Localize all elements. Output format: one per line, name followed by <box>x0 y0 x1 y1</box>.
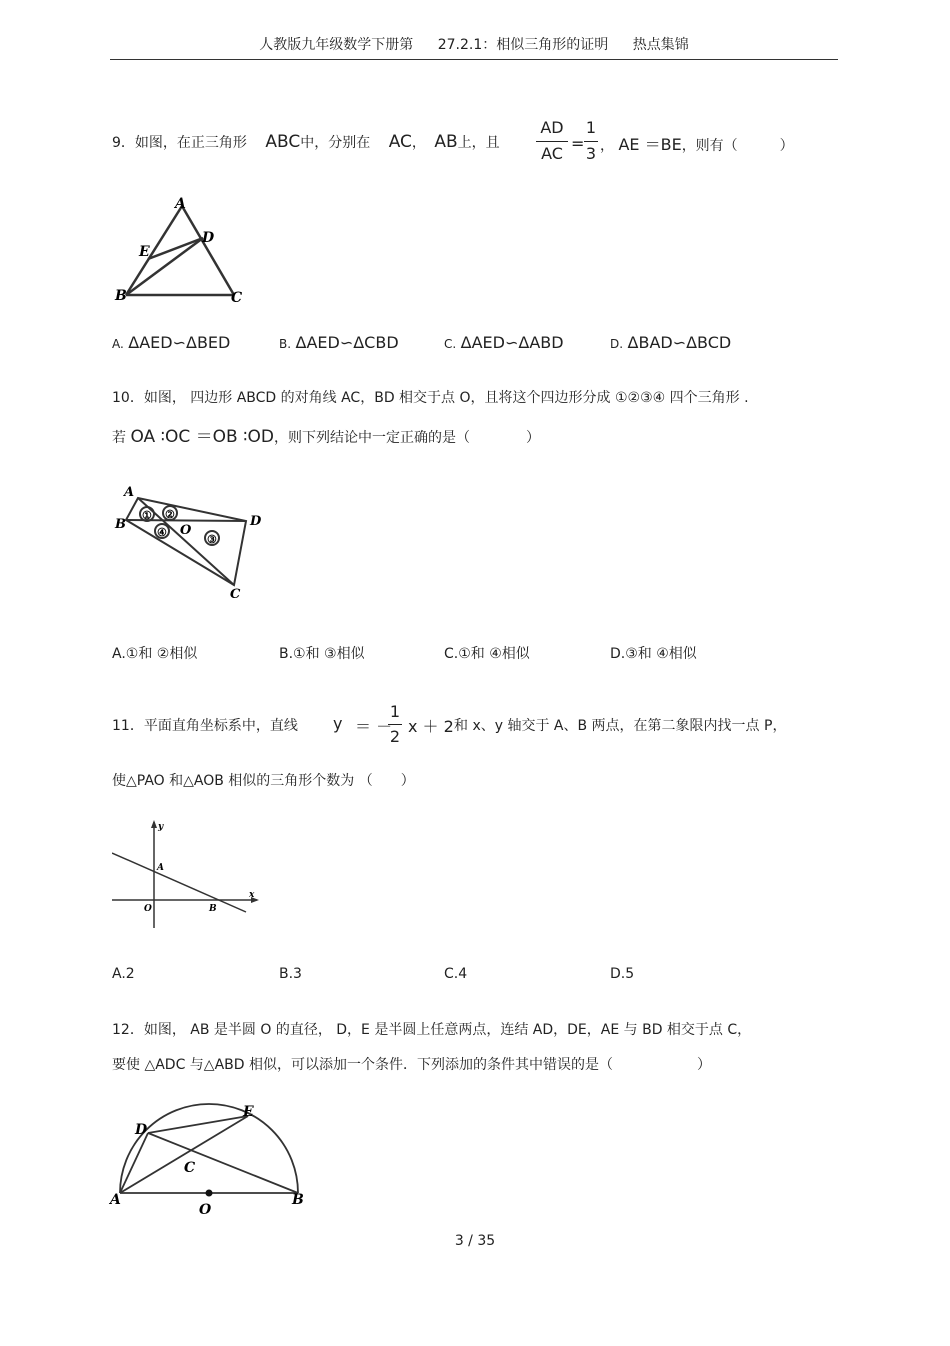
q9-label-b: B <box>115 288 127 304</box>
q9-segment-bd <box>126 238 203 295</box>
q11-fraction-half <box>388 702 402 748</box>
q9-text-2: 中，分别在 <box>300 135 371 151</box>
q10-option-d[interactable]: D.③和 ④相似 <box>610 646 697 662</box>
q10-label-a: A <box>124 485 135 500</box>
q11-option-c[interactable]: C.4 <box>444 966 468 982</box>
q11-label-o: O <box>144 904 152 914</box>
q9-option-a[interactable] <box>112 333 230 352</box>
q9-frac1-den: AC <box>541 144 563 163</box>
header-book: 人教版九年级数学下册第 <box>259 37 414 53</box>
q11-text-2: 和 x、y 轴交于 A、B 两点，在第二象限内找一点 P， <box>454 718 787 734</box>
q9-side-ac <box>182 206 234 295</box>
q11-equals-minus: ＝ － <box>355 717 393 736</box>
q9-text-4: ， <box>600 138 614 154</box>
q10-label-region-3: ③ <box>207 533 217 546</box>
fraction-bar <box>388 724 402 725</box>
q12-label-d: D <box>135 1122 148 1138</box>
q9-fraction-one-third <box>584 118 598 166</box>
q11-option-d[interactable]: D.5 <box>610 966 635 982</box>
q11-label-y: y <box>158 822 164 832</box>
q12-figure <box>108 1098 318 1223</box>
q11-label-b: B <box>209 904 217 914</box>
q10-stem-line1: 10．如图， 四边形 ABCD 的对角线 AC，BD 相交于点 O，且将这个四边形分成 ①②③④ 四个三角形 . <box>112 390 749 406</box>
header-section: 27.2.1：相似三角形的证明 <box>437 37 609 53</box>
q11-option-b[interactable]: B.3 <box>279 966 302 982</box>
q9-ab: AB <box>434 132 458 152</box>
q12-stem-line2: 要使 △ADC 与△ABD 相似，可以添加一个条件．下列添加的条件其中错误的是（ ） <box>112 1057 711 1073</box>
q11-line <box>112 853 246 912</box>
q9-option-d-key: D. <box>610 337 624 351</box>
q12-label-o: O <box>199 1202 212 1218</box>
q10-ratio: OA ∶OC ＝OB ∶OD <box>130 427 274 447</box>
header-tag: 热点集锦 <box>632 37 689 53</box>
q11-option-a[interactable]: A.2 <box>112 966 135 982</box>
q9-figure <box>112 192 252 312</box>
q9-option-c[interactable] <box>444 333 564 352</box>
q9-frac2-num: 1 <box>585 118 597 137</box>
q11-stem-line2: 使△PAO 和△AOB 相似的三角形个数为 （ ） <box>112 773 415 789</box>
q9-fraction-ad-ac <box>536 118 568 166</box>
q9-option-a-key: A. <box>112 337 124 351</box>
q9-ac: AC <box>388 132 412 152</box>
q9-frac1-num: AD <box>540 118 564 137</box>
q9-option-d-text: ΔBAD∽ΔBCD <box>627 333 732 352</box>
q10-text-rest: ，则下列结论中一定正确的是（ ） <box>274 430 540 446</box>
q9-label-e: E <box>139 244 150 260</box>
q9-option-b[interactable] <box>279 333 399 352</box>
q10-text-if: 若 <box>112 430 126 446</box>
q10-stem-line2 <box>112 422 540 447</box>
q9-option-a-text: ΔAED∽ΔBED <box>128 333 231 352</box>
q9-ae-be: AE ＝BE <box>618 135 682 154</box>
q12-label-b: B <box>292 1192 304 1208</box>
q11-y: y <box>333 714 343 733</box>
q10-label-c: C <box>230 587 241 602</box>
q9-label-a: A <box>175 196 186 212</box>
q9-option-c-key: C. <box>444 337 457 351</box>
q9-stem <box>112 132 500 152</box>
q9-text-5: ，则有（ ） <box>681 138 794 154</box>
q9-label-d: D <box>202 230 215 246</box>
q12-label-c: C <box>184 1160 196 1176</box>
q12-center-point <box>206 1190 213 1197</box>
q10-label-d: D <box>250 514 262 529</box>
q10-label-b: B <box>115 517 126 532</box>
q9-abc: ABC <box>265 132 301 152</box>
q10-label-o: O <box>180 523 192 538</box>
q9-option-b-key: B. <box>279 337 292 351</box>
q11-y-arrow <box>151 820 157 828</box>
q10-option-b[interactable]: B.①和 ③相似 <box>279 646 365 662</box>
q9-equals: = <box>571 134 585 153</box>
page-header <box>110 34 838 54</box>
q9-text-1: 9．如图，在正三角形 <box>112 135 247 151</box>
q9-text-3: 上，且 <box>457 135 500 151</box>
q9-stem-tail <box>600 132 794 155</box>
fraction-bar <box>584 141 598 142</box>
page-number: 3 / 35 <box>454 1233 496 1249</box>
fraction-bar <box>536 141 568 142</box>
q11-label-x: x <box>249 890 255 900</box>
q11-figure <box>112 818 262 933</box>
q9-comma: ， <box>411 135 426 151</box>
q12-label-e: E <box>243 1104 254 1120</box>
q10-label-region-2: ② <box>165 508 175 521</box>
q12-semicircle <box>120 1104 298 1193</box>
q10-figure <box>112 480 272 605</box>
q9-option-c-text: ΔAED∽ΔABD <box>460 333 564 352</box>
q12-stem-line1: 12．如图， AB 是半圆 O 的直径， D，E 是半圆上任意两点，连结 AD，DE，AE 与 BD 相交于点 C， <box>112 1022 752 1038</box>
q9-frac2-den: 3 <box>585 144 597 163</box>
q11-x-plus-2: x ＋ 2 <box>408 717 454 736</box>
q11-frac-den: 2 <box>389 727 401 746</box>
header-rule <box>110 59 838 60</box>
q10-label-region-4: ④ <box>157 526 167 539</box>
q12-label-a: A <box>110 1192 121 1208</box>
q9-option-d[interactable] <box>610 333 731 352</box>
q11-frac-num: 1 <box>389 702 401 721</box>
q10-label-region-1: ① <box>142 509 152 522</box>
q11-text-1: 11．平面直角坐标系中，直线 <box>112 718 298 734</box>
q9-label-c: C <box>231 290 243 306</box>
q10-option-a[interactable]: A.①和 ②相似 <box>112 646 198 662</box>
q9-option-b-text: ΔAED∽ΔCBD <box>295 333 399 352</box>
q11-label-a: A <box>157 863 164 873</box>
q10-option-c[interactable]: C.①和 ④相似 <box>444 646 530 662</box>
